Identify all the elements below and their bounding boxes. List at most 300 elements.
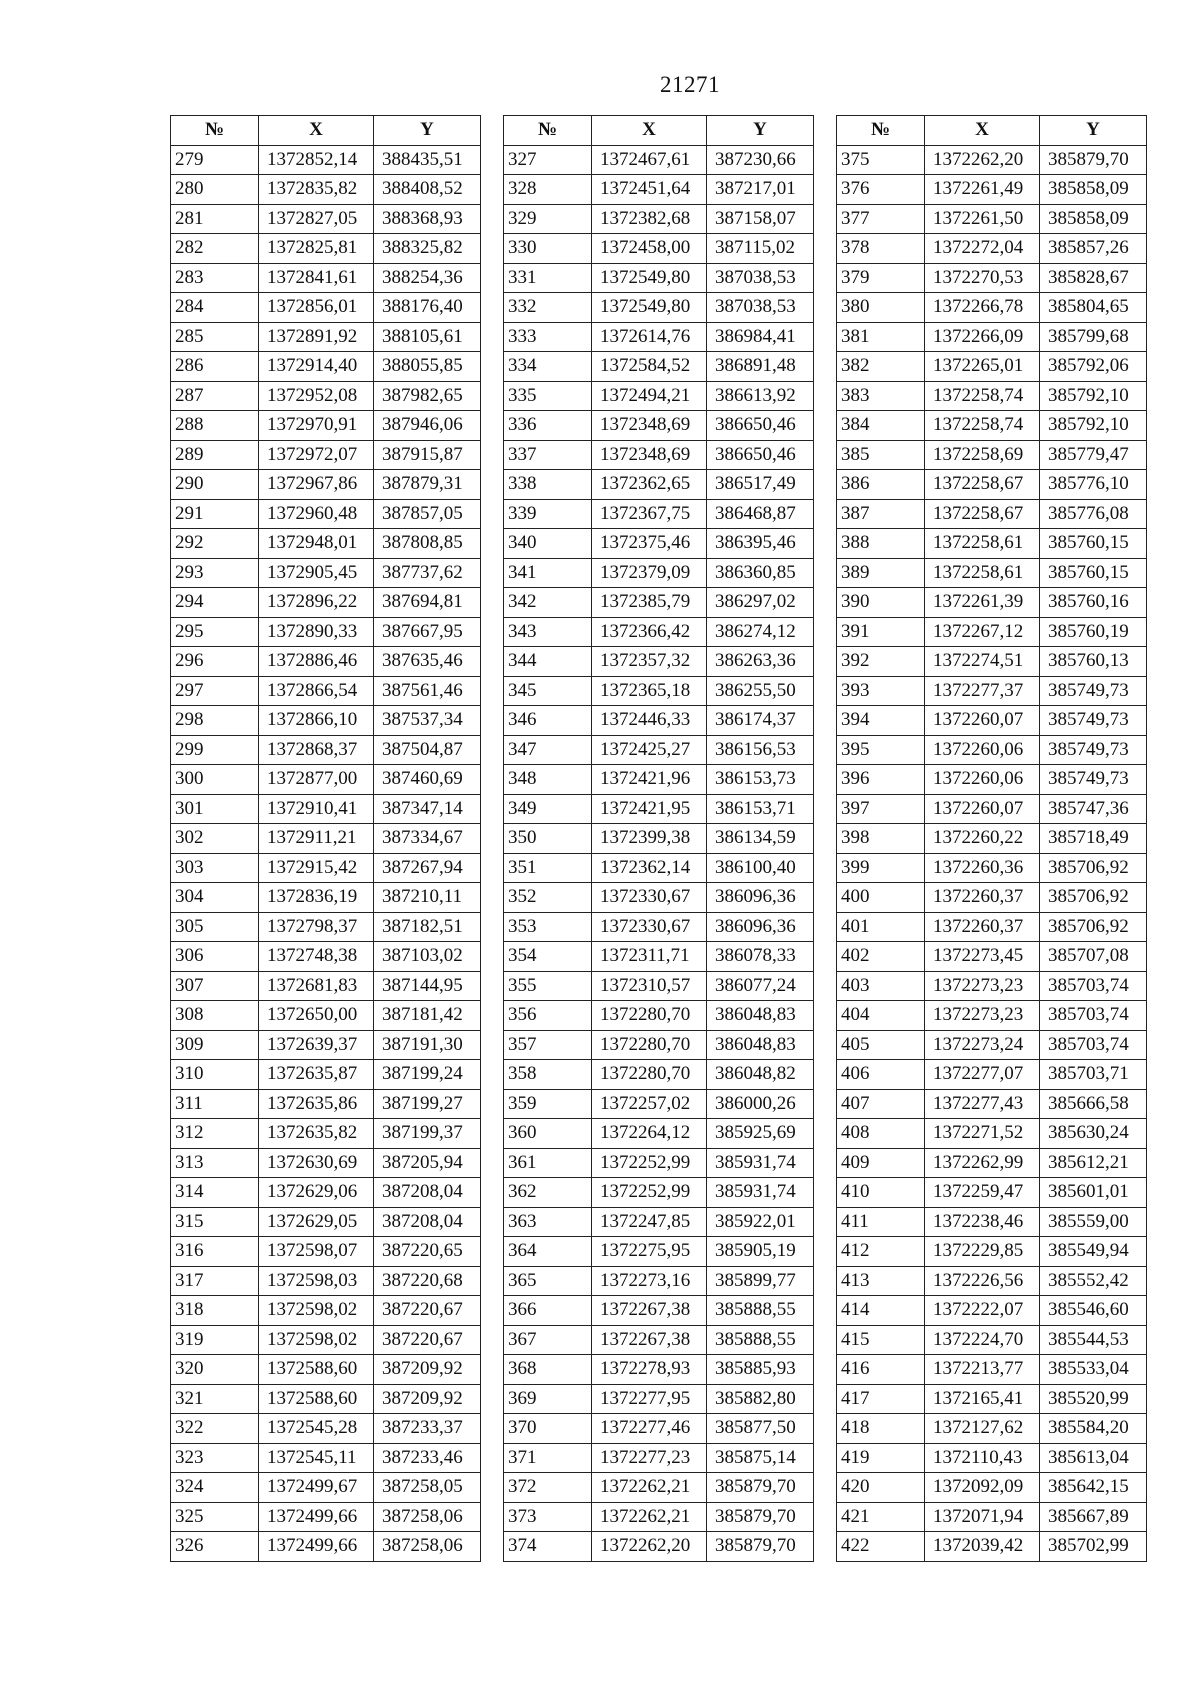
table-row — [504, 234, 814, 264]
x-coordinate-cell: 1372260,07 — [925, 706, 1040, 736]
y-coordinate-cell: 386100,40 — [707, 853, 814, 883]
y-coordinate-cell: 385879,70 — [1040, 145, 1147, 175]
table-row — [837, 411, 1147, 441]
x-coordinate-cell: 1372277,46 — [592, 1414, 707, 1444]
point-number-cell: 336 — [504, 411, 592, 441]
point-number-cell: 279 — [171, 145, 259, 175]
y-coordinate-cell: 386153,71 — [707, 794, 814, 824]
table-row — [504, 1178, 814, 1208]
table-row — [504, 1148, 814, 1178]
y-coordinate-cell: 386395,46 — [707, 529, 814, 559]
point-number-cell: 383 — [837, 381, 925, 411]
y-coordinate-cell: 386000,26 — [707, 1089, 814, 1119]
y-coordinate-cell: 385703,71 — [1040, 1060, 1147, 1090]
point-number-cell: 377 — [837, 204, 925, 234]
table-row — [171, 1178, 481, 1208]
y-coordinate-cell: 387208,04 — [374, 1178, 481, 1208]
y-coordinate-cell: 385879,70 — [707, 1473, 814, 1503]
y-coordinate-cell: 387233,46 — [374, 1443, 481, 1473]
x-coordinate-cell: 1372260,36 — [925, 853, 1040, 883]
point-number-cell: 364 — [504, 1237, 592, 1267]
y-coordinate-cell: 386048,83 — [707, 1030, 814, 1060]
table-row — [171, 558, 481, 588]
table-row — [171, 440, 481, 470]
table-row — [171, 499, 481, 529]
y-coordinate-cell: 385857,26 — [1040, 234, 1147, 264]
y-coordinate-cell: 387857,05 — [374, 499, 481, 529]
x-coordinate-cell: 1372635,82 — [259, 1119, 374, 1149]
x-coordinate-cell: 1372499,67 — [259, 1473, 374, 1503]
table-row — [504, 706, 814, 736]
x-coordinate-cell: 1372499,66 — [259, 1502, 374, 1532]
table-row — [837, 912, 1147, 942]
point-number-cell: 322 — [171, 1414, 259, 1444]
y-coordinate-cell: 385779,47 — [1040, 440, 1147, 470]
y-coordinate-cell: 385749,73 — [1040, 706, 1147, 736]
table-row — [171, 1325, 481, 1355]
point-number-cell: 399 — [837, 853, 925, 883]
x-coordinate-cell: 1372260,22 — [925, 824, 1040, 854]
x-coordinate-cell: 1372258,67 — [925, 499, 1040, 529]
table-row — [837, 1030, 1147, 1060]
y-coordinate-cell: 386263,36 — [707, 647, 814, 677]
point-number-cell: 318 — [171, 1296, 259, 1326]
point-number-cell: 404 — [837, 1001, 925, 1031]
x-coordinate-cell: 1372310,57 — [592, 971, 707, 1001]
x-coordinate-cell: 1372375,46 — [592, 529, 707, 559]
header-row — [171, 116, 481, 146]
y-coordinate-cell: 385799,68 — [1040, 322, 1147, 352]
table-row — [171, 381, 481, 411]
y-coordinate-cell: 386468,87 — [707, 499, 814, 529]
table-row — [171, 175, 481, 205]
y-coordinate-cell: 387808,85 — [374, 529, 481, 559]
table-row — [837, 942, 1147, 972]
y-coordinate-cell: 385544,53 — [1040, 1325, 1147, 1355]
point-number-cell: 283 — [171, 263, 259, 293]
x-coordinate-cell: 1372891,92 — [259, 322, 374, 352]
x-coordinate-cell: 1372852,14 — [259, 145, 374, 175]
table-row — [837, 1473, 1147, 1503]
x-coordinate-cell: 1372270,53 — [925, 263, 1040, 293]
table-row — [504, 824, 814, 854]
point-number-cell: 351 — [504, 853, 592, 883]
y-coordinate-cell: 385749,73 — [1040, 735, 1147, 765]
table-row — [171, 352, 481, 382]
x-coordinate-cell: 1372635,86 — [259, 1089, 374, 1119]
y-coordinate-cell: 387208,04 — [374, 1207, 481, 1237]
x-coordinate-cell: 1372910,41 — [259, 794, 374, 824]
coordinates-table — [836, 115, 1147, 1562]
point-number-cell: 340 — [504, 529, 592, 559]
x-coordinate-cell: 1372458,00 — [592, 234, 707, 264]
y-coordinate-cell: 386613,92 — [707, 381, 814, 411]
table-row — [504, 352, 814, 382]
point-number-cell: 422 — [837, 1532, 925, 1562]
x-coordinate-cell: 1372264,12 — [592, 1119, 707, 1149]
y-coordinate-cell: 388176,40 — [374, 293, 481, 323]
table-row — [171, 676, 481, 706]
y-coordinate-cell: 385922,01 — [707, 1207, 814, 1237]
table-row — [504, 588, 814, 618]
point-number-cell: 314 — [171, 1178, 259, 1208]
point-number-cell: 365 — [504, 1266, 592, 1296]
y-coordinate-cell: 385828,67 — [1040, 263, 1147, 293]
point-number-cell: 410 — [837, 1178, 925, 1208]
table-row — [171, 971, 481, 1001]
x-coordinate-cell: 1372549,80 — [592, 293, 707, 323]
point-number-cell: 372 — [504, 1473, 592, 1503]
y-coordinate-cell: 385612,21 — [1040, 1148, 1147, 1178]
coordinates-table-1 — [170, 115, 481, 1562]
point-number-cell: 309 — [171, 1030, 259, 1060]
table-row — [837, 1355, 1147, 1385]
table-row — [837, 440, 1147, 470]
table-row — [171, 735, 481, 765]
y-coordinate-cell: 385533,04 — [1040, 1355, 1147, 1385]
point-number-cell: 325 — [171, 1502, 259, 1532]
point-number-cell: 371 — [504, 1443, 592, 1473]
table-row — [504, 617, 814, 647]
x-coordinate-cell: 1372258,74 — [925, 411, 1040, 441]
point-number-cell: 402 — [837, 942, 925, 972]
x-coordinate-cell: 1372267,38 — [592, 1296, 707, 1326]
point-number-cell: 344 — [504, 647, 592, 677]
point-number-cell: 390 — [837, 588, 925, 618]
table-row — [837, 1089, 1147, 1119]
x-coordinate-cell: 1372366,42 — [592, 617, 707, 647]
header-y: Y — [707, 116, 814, 146]
table-row — [837, 1001, 1147, 1031]
point-number-cell: 396 — [837, 765, 925, 795]
y-coordinate-cell: 387915,87 — [374, 440, 481, 470]
table-row — [837, 352, 1147, 382]
x-coordinate-cell: 1372421,95 — [592, 794, 707, 824]
x-coordinate-cell: 1372262,99 — [925, 1148, 1040, 1178]
x-coordinate-cell: 1372273,23 — [925, 1001, 1040, 1031]
x-coordinate-cell: 1372911,21 — [259, 824, 374, 854]
point-number-cell: 282 — [171, 234, 259, 264]
table-row — [171, 1384, 481, 1414]
x-coordinate-cell: 1372588,60 — [259, 1384, 374, 1414]
x-coordinate-cell: 1372260,37 — [925, 883, 1040, 913]
y-coordinate-cell: 385879,70 — [707, 1532, 814, 1562]
y-coordinate-cell: 387209,92 — [374, 1355, 481, 1385]
point-number-cell: 311 — [171, 1089, 259, 1119]
point-number-cell: 337 — [504, 440, 592, 470]
point-number-cell: 320 — [171, 1355, 259, 1385]
point-number-cell: 409 — [837, 1148, 925, 1178]
header-y: Y — [374, 116, 481, 146]
x-coordinate-cell: 1372545,28 — [259, 1414, 374, 1444]
y-coordinate-cell: 385882,80 — [707, 1384, 814, 1414]
point-number-cell: 297 — [171, 676, 259, 706]
table-row — [504, 971, 814, 1001]
point-number-cell: 416 — [837, 1355, 925, 1385]
point-number-cell: 418 — [837, 1414, 925, 1444]
table-row — [504, 853, 814, 883]
y-coordinate-cell: 387561,46 — [374, 676, 481, 706]
x-coordinate-cell: 1372330,67 — [592, 883, 707, 913]
y-coordinate-cell: 385760,15 — [1040, 529, 1147, 559]
x-coordinate-cell: 1372271,52 — [925, 1119, 1040, 1149]
table-row — [837, 647, 1147, 677]
table-row — [171, 1237, 481, 1267]
x-coordinate-cell: 1372277,37 — [925, 676, 1040, 706]
y-coordinate-cell: 385703,74 — [1040, 1030, 1147, 1060]
x-coordinate-cell: 1372277,95 — [592, 1384, 707, 1414]
table-row — [171, 1473, 481, 1503]
table-row — [504, 1355, 814, 1385]
y-coordinate-cell: 386153,73 — [707, 765, 814, 795]
table-row — [504, 1325, 814, 1355]
table-row — [504, 1237, 814, 1267]
y-coordinate-cell: 385613,04 — [1040, 1443, 1147, 1473]
table-row — [171, 1148, 481, 1178]
page-number: 21271 — [660, 72, 720, 97]
y-coordinate-cell: 387258,05 — [374, 1473, 481, 1503]
y-coordinate-cell: 385706,92 — [1040, 853, 1147, 883]
table-row — [837, 499, 1147, 529]
y-coordinate-cell: 386078,33 — [707, 942, 814, 972]
point-number-cell: 323 — [171, 1443, 259, 1473]
point-number-cell: 301 — [171, 794, 259, 824]
point-number-cell: 406 — [837, 1060, 925, 1090]
point-number-cell: 386 — [837, 470, 925, 500]
x-coordinate-cell: 1372960,48 — [259, 499, 374, 529]
y-coordinate-cell: 387038,53 — [707, 263, 814, 293]
x-coordinate-cell: 1372277,07 — [925, 1060, 1040, 1090]
x-coordinate-cell: 1372970,91 — [259, 411, 374, 441]
table-row — [837, 971, 1147, 1001]
x-coordinate-cell: 1372330,67 — [592, 912, 707, 942]
point-number-cell: 284 — [171, 293, 259, 323]
table-row — [171, 765, 481, 795]
table-row — [171, 529, 481, 559]
table-row — [837, 794, 1147, 824]
x-coordinate-cell: 1372247,85 — [592, 1207, 707, 1237]
point-number-cell: 362 — [504, 1178, 592, 1208]
point-number-cell: 363 — [504, 1207, 592, 1237]
point-number-cell: 407 — [837, 1089, 925, 1119]
y-coordinate-cell: 387199,27 — [374, 1089, 481, 1119]
point-number-cell: 369 — [504, 1384, 592, 1414]
y-coordinate-cell: 387635,46 — [374, 647, 481, 677]
y-coordinate-cell: 385792,10 — [1040, 381, 1147, 411]
table-row — [171, 912, 481, 942]
y-coordinate-cell: 387233,37 — [374, 1414, 481, 1444]
y-coordinate-cell: 387210,11 — [374, 883, 481, 913]
point-number-cell: 398 — [837, 824, 925, 854]
x-coordinate-cell: 1372866,54 — [259, 676, 374, 706]
y-coordinate-cell: 385559,00 — [1040, 1207, 1147, 1237]
table-row — [504, 175, 814, 205]
y-coordinate-cell: 385792,10 — [1040, 411, 1147, 441]
table-row — [837, 322, 1147, 352]
y-coordinate-cell: 387199,37 — [374, 1119, 481, 1149]
header-number: № — [837, 116, 925, 146]
y-coordinate-cell: 385760,16 — [1040, 588, 1147, 618]
x-coordinate-cell: 1372267,12 — [925, 617, 1040, 647]
y-coordinate-cell: 387694,81 — [374, 588, 481, 618]
x-coordinate-cell: 1372280,70 — [592, 1030, 707, 1060]
point-number-cell: 308 — [171, 1001, 259, 1031]
x-coordinate-cell: 1372348,69 — [592, 411, 707, 441]
table-row — [504, 1502, 814, 1532]
y-coordinate-cell: 386048,83 — [707, 1001, 814, 1031]
y-coordinate-cell: 387334,67 — [374, 824, 481, 854]
y-coordinate-cell: 387182,51 — [374, 912, 481, 942]
header-row — [504, 116, 814, 146]
y-coordinate-cell: 385630,24 — [1040, 1119, 1147, 1149]
table-row — [504, 676, 814, 706]
table-row — [837, 529, 1147, 559]
point-number-cell: 347 — [504, 735, 592, 765]
y-coordinate-cell: 385706,92 — [1040, 912, 1147, 942]
point-number-cell: 303 — [171, 853, 259, 883]
x-coordinate-cell: 1372798,37 — [259, 912, 374, 942]
x-coordinate-cell: 1372262,21 — [592, 1502, 707, 1532]
y-coordinate-cell: 385905,19 — [707, 1237, 814, 1267]
table-row — [504, 204, 814, 234]
x-coordinate-cell: 1372825,81 — [259, 234, 374, 264]
y-coordinate-cell: 386650,46 — [707, 440, 814, 470]
table-row — [837, 1414, 1147, 1444]
y-coordinate-cell: 386156,53 — [707, 735, 814, 765]
point-number-cell: 312 — [171, 1119, 259, 1149]
x-coordinate-cell: 1372856,01 — [259, 293, 374, 323]
x-coordinate-cell: 1372222,07 — [925, 1296, 1040, 1326]
point-number-cell: 352 — [504, 883, 592, 913]
table-row — [837, 1178, 1147, 1208]
table-row — [837, 293, 1147, 323]
table-row — [837, 145, 1147, 175]
y-coordinate-cell: 387220,67 — [374, 1296, 481, 1326]
y-coordinate-cell: 385875,14 — [707, 1443, 814, 1473]
point-number-cell: 329 — [504, 204, 592, 234]
table-row — [837, 1532, 1147, 1562]
point-number-cell: 382 — [837, 352, 925, 382]
y-coordinate-cell: 388435,51 — [374, 145, 481, 175]
x-coordinate-cell: 1372258,67 — [925, 470, 1040, 500]
x-coordinate-cell: 1372915,42 — [259, 853, 374, 883]
point-number-cell: 350 — [504, 824, 592, 854]
coordinates-table — [503, 115, 814, 1562]
x-coordinate-cell: 1372260,37 — [925, 912, 1040, 942]
point-number-cell: 335 — [504, 381, 592, 411]
x-coordinate-cell: 1372260,06 — [925, 735, 1040, 765]
table-row — [504, 1384, 814, 1414]
point-number-cell: 421 — [837, 1502, 925, 1532]
point-number-cell: 391 — [837, 617, 925, 647]
x-coordinate-cell: 1372260,07 — [925, 794, 1040, 824]
table-row — [504, 263, 814, 293]
point-number-cell: 299 — [171, 735, 259, 765]
point-number-cell: 353 — [504, 912, 592, 942]
y-coordinate-cell: 385584,20 — [1040, 1414, 1147, 1444]
x-coordinate-cell: 1372273,23 — [925, 971, 1040, 1001]
point-number-cell: 370 — [504, 1414, 592, 1444]
x-coordinate-cell: 1372213,77 — [925, 1355, 1040, 1385]
table-row — [171, 1207, 481, 1237]
table-row — [837, 1443, 1147, 1473]
point-number-cell: 315 — [171, 1207, 259, 1237]
x-coordinate-cell: 1372273,45 — [925, 942, 1040, 972]
x-coordinate-cell: 1372258,61 — [925, 529, 1040, 559]
y-coordinate-cell: 387460,69 — [374, 765, 481, 795]
y-coordinate-cell: 387879,31 — [374, 470, 481, 500]
y-coordinate-cell: 385888,55 — [707, 1325, 814, 1355]
table-row — [504, 647, 814, 677]
point-number-cell: 348 — [504, 765, 592, 795]
y-coordinate-cell: 385858,09 — [1040, 175, 1147, 205]
x-coordinate-cell: 1372252,99 — [592, 1148, 707, 1178]
x-coordinate-cell: 1372262,20 — [925, 145, 1040, 175]
table-row — [171, 1502, 481, 1532]
table-row — [837, 735, 1147, 765]
x-coordinate-cell: 1372451,64 — [592, 175, 707, 205]
y-coordinate-cell: 386096,36 — [707, 912, 814, 942]
table-row — [504, 765, 814, 795]
table-row — [504, 1296, 814, 1326]
table-row — [171, 1266, 481, 1296]
point-number-cell: 287 — [171, 381, 259, 411]
table-row — [504, 1473, 814, 1503]
y-coordinate-cell: 387209,92 — [374, 1384, 481, 1414]
point-number-cell: 291 — [171, 499, 259, 529]
coordinates-table-2 — [503, 115, 814, 1562]
y-coordinate-cell: 385549,94 — [1040, 1237, 1147, 1267]
point-number-cell: 368 — [504, 1355, 592, 1385]
x-coordinate-cell: 1372367,75 — [592, 499, 707, 529]
table-row — [837, 1325, 1147, 1355]
table-row — [837, 204, 1147, 234]
table-row — [504, 883, 814, 913]
x-coordinate-cell: 1372110,43 — [925, 1443, 1040, 1473]
y-coordinate-cell: 386297,02 — [707, 588, 814, 618]
y-coordinate-cell: 388254,36 — [374, 263, 481, 293]
x-coordinate-cell: 1372362,14 — [592, 853, 707, 883]
x-coordinate-cell: 1372265,01 — [925, 352, 1040, 382]
y-coordinate-cell: 387220,68 — [374, 1266, 481, 1296]
x-coordinate-cell: 1372273,16 — [592, 1266, 707, 1296]
point-number-cell: 280 — [171, 175, 259, 205]
table-row — [504, 735, 814, 765]
y-coordinate-cell: 387220,67 — [374, 1325, 481, 1355]
header-x: X — [925, 116, 1040, 146]
y-coordinate-cell: 385703,74 — [1040, 971, 1147, 1001]
y-coordinate-cell: 388325,82 — [374, 234, 481, 264]
point-number-cell: 304 — [171, 883, 259, 913]
y-coordinate-cell: 385552,42 — [1040, 1266, 1147, 1296]
point-number-cell: 380 — [837, 293, 925, 323]
point-number-cell: 387 — [837, 499, 925, 529]
table-row — [504, 1443, 814, 1473]
x-coordinate-cell: 1372841,61 — [259, 263, 374, 293]
point-number-cell: 281 — [171, 204, 259, 234]
x-coordinate-cell: 1372311,71 — [592, 942, 707, 972]
x-coordinate-cell: 1372629,05 — [259, 1207, 374, 1237]
y-coordinate-cell: 388105,61 — [374, 322, 481, 352]
y-coordinate-cell: 386650,46 — [707, 411, 814, 441]
point-number-cell: 286 — [171, 352, 259, 382]
x-coordinate-cell: 1372277,23 — [592, 1443, 707, 1473]
point-number-cell: 305 — [171, 912, 259, 942]
y-coordinate-cell: 385879,70 — [707, 1502, 814, 1532]
x-coordinate-cell: 1372467,61 — [592, 145, 707, 175]
y-coordinate-cell: 385877,50 — [707, 1414, 814, 1444]
x-coordinate-cell: 1372261,50 — [925, 204, 1040, 234]
